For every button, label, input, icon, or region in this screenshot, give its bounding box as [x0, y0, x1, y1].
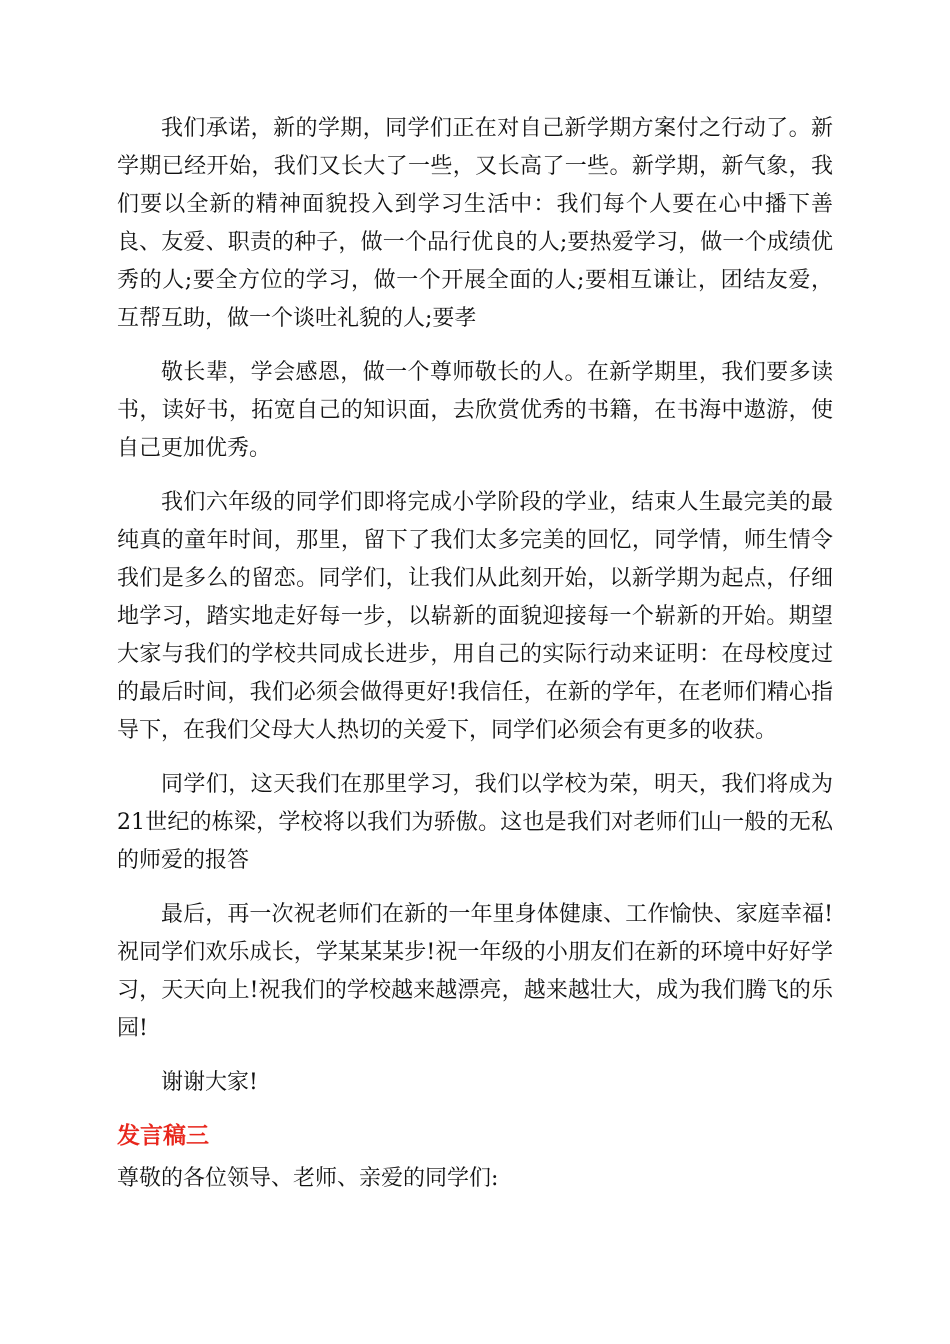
- salutation: 尊敬的各位领导、老师、亲爱的同学们:: [117, 1166, 499, 1191]
- paragraph-2: 敬长辈，学会感恩，做一个尊师敬长的人。在新学期里，我们要多读书，读好书，拓宽自己的知识面，去欣赏优秀的书籍，在书海中遨游，使自己更加优秀。: [117, 360, 833, 461]
- paragraph-5: 最后，再一次祝老师们在新的一年里身体健康、工作愉快、家庭幸福!祝同学们欢乐成长，学某某某步!祝一年级的小朋友们在新的环境中好好学习，天天向上!祝我们的学校越来越漂亮，越来越壮大，成为我们腾飞的乐园!: [117, 902, 833, 1041]
- document-page: [117, 110, 833, 1198]
- paragraph-4: 同学们，这天我们在那里学习，我们以学校为荣，明天，我们将成为21世纪的栋梁，学校将以我们为骄傲。这也是我们对老师们山一般的无私的师爱的报答: [117, 772, 833, 873]
- paragraph-1: 我们承诺，新的学期，同学们正在对自己新学期方案付之行动了。新学期已经开始，我们又长大了一些，又长高了一些。新学期，新气象，我们要以全新的精神面貌投入到学习生活中：我们每个人要在心中播下善良、友爱、职责的种子，做一个品行优良的人;要热爱学习，做一个成绩优秀的人;要全方位的学习，做一个开展全面的人;要相互谦让，团结友爱，互帮互助，做一个谈吐礼貌的人;要孝: [117, 116, 833, 331]
- paragraph-3: 我们六年级的同学们即将完成小学阶段的学业，结束人生最完美的最纯真的童年时间，那里，留下了我们太多完美的回忆，同学情，师生情令我们是多么的留恋。同学们，让我们从此刻开始，以新学期为起点，仔细地学习，踏实地走好每一步，以崭新的面貌迎接每一个崭新的开始。期望大家与我们的学校共同成长进步，用自己的实际行动来证明：在母校度过的最后时间，我们必须会做得更好!我信任，在新的学年，在老师们精心指导下，在我们父母大人热切的关爱下，同学们必须会有更多的收获。: [117, 490, 833, 743]
- paragraph-closing: 谢谢大家!: [161, 1070, 258, 1095]
- section-heading: 发言稿三: [117, 1123, 209, 1149]
